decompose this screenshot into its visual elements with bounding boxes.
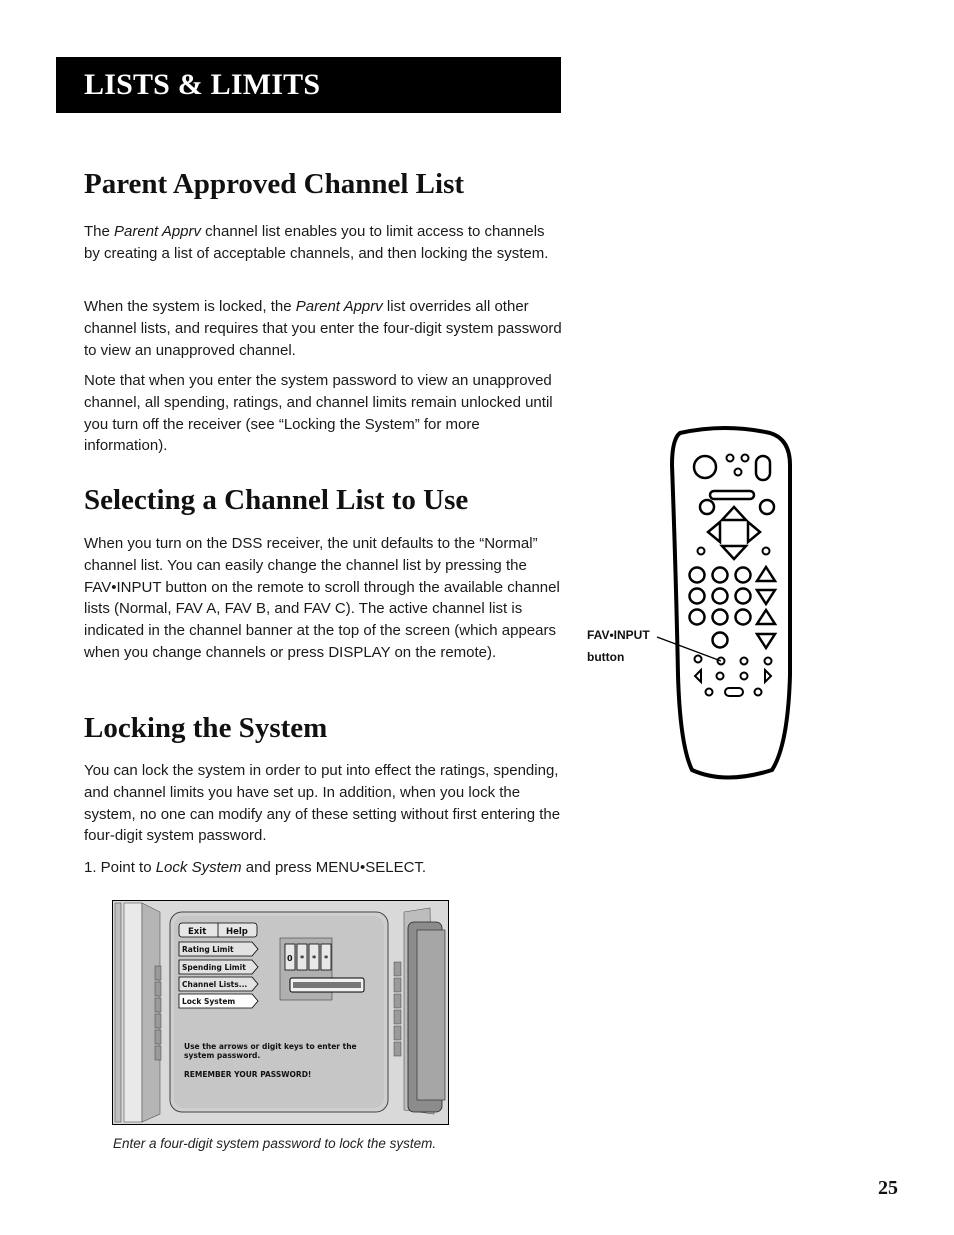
- screen-instruction-line2: system password.: [184, 1051, 261, 1060]
- remote-control-illustration: [650, 425, 800, 780]
- section-banner: [56, 57, 561, 113]
- paragraph-parent-1: The Parent Apprv channel list enables you to limit access to channels by creating a list of acceptable channels, and then locking the system.: [84, 223, 549, 262]
- power-button-icon: [694, 456, 716, 478]
- paragraph-parent-2: When the system is locked, the Parent Apprv list overrides all other channel lists, and requires that you enter the four-digit system password to view an unapproved channel.: [84, 298, 562, 359]
- password-digit: 0: [287, 954, 293, 963]
- section-title: LISTS & LIMITS: [84, 68, 321, 101]
- screen-instruction-line1: Use the arrows or digit keys to enter the: [184, 1042, 357, 1051]
- fav-input-callout-sublabel: button: [587, 650, 625, 664]
- screen-exit-label: Exit: [188, 927, 207, 937]
- screen-menu-item: Rating Limit: [182, 945, 234, 954]
- screen-warning: REMEMBER YOUR PASSWORD!: [184, 1070, 312, 1079]
- screen-menu-item-selected: Lock System: [182, 997, 236, 1006]
- password-digit: *: [324, 954, 329, 963]
- screen-help-label: Help: [226, 927, 248, 937]
- heading-locking-system: Locking the System: [84, 712, 328, 744]
- screen-menu-item: Spending Limit: [182, 963, 246, 972]
- heading-selecting-list: Selecting a Channel List to Use: [84, 484, 469, 516]
- menu-bar-button-icon: [710, 491, 754, 499]
- heading-parent-approved: Parent Approved Channel List: [84, 168, 465, 200]
- page-number: 25: [878, 1177, 898, 1199]
- figure-caption: Enter a four-digit system password to lock the system.: [113, 1136, 437, 1151]
- oval-button-icon: [756, 456, 770, 480]
- screen-menu-item: Channel Lists...: [182, 980, 248, 989]
- callout-leader-line: [655, 635, 730, 665]
- password-digit: *: [312, 954, 317, 963]
- lock-system-screen-illustration: [112, 900, 449, 1125]
- password-digit: *: [300, 954, 305, 963]
- paragraph-parent-3: Note that when you enter the system password to view an unapproved channel, all spending, ratings, and channel limits remain unlocked until you turn off the receiver (see “Locking the System” for more information).: [84, 372, 553, 455]
- fav-input-callout-label: FAV•INPUT: [587, 628, 650, 642]
- remote-body: [672, 428, 790, 778]
- step-1: 1. Point to Lock System and press MENU•SELECT.: [84, 859, 427, 876]
- paragraph-selecting-1: When you turn on the DSS receiver, the unit defaults to the “Normal” channel list. You can easily change the channel list by pressing the FAV•INPUT button on the remote to scroll through the available channel lists (Normal, FAV A, FAV B, and FAV C). The active channel list is indicated in the channel banner at the top of the screen (which appears when you change channels or press DISPLAY on the remote).: [84, 535, 560, 661]
- paragraph-locking-1: You can lock the system in order to put into effect the ratings, spending, and channel limits you have set up. In addition, when you lock the system, no one can modify any of these setting without first entering the four-digit system password.: [84, 762, 561, 845]
